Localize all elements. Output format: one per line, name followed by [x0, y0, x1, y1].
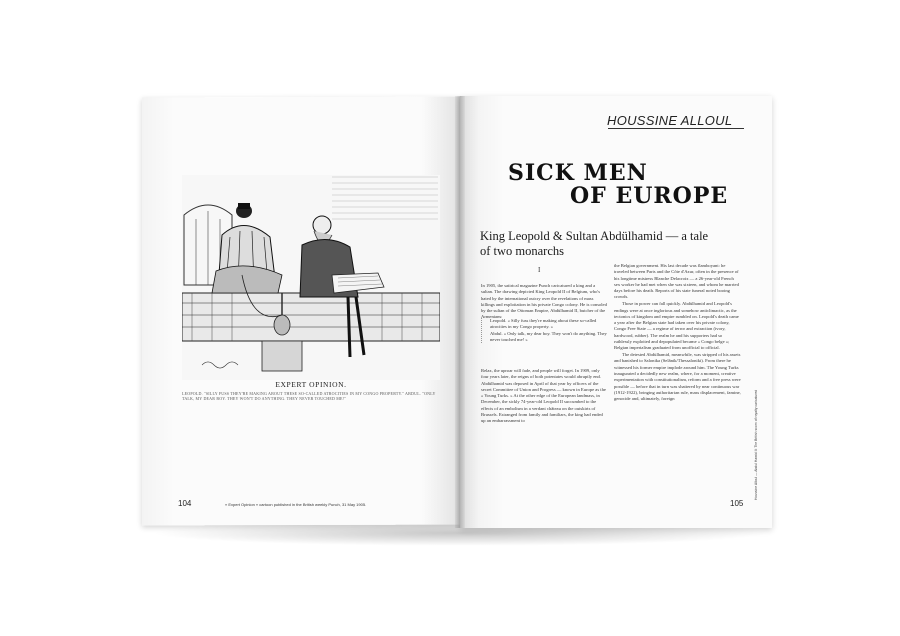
quote-leopold: Leopold. « Silly fuss they're making about these so-called atrocities in my Congo property. » [490, 318, 597, 330]
page-footnote: « Expert Opinion » cartoon published in the British weekly Punch, 31 May 1905. [225, 502, 367, 507]
cartoon-illustration [182, 175, 440, 380]
article-title-line-1: SICK MEN [508, 160, 648, 186]
page-number-left: 104 [178, 499, 192, 508]
book-gutter [455, 96, 465, 528]
quote-abdul: Abdul. « Only talk, my dear boy. They won't do anything. They never touched me! » [490, 330, 607, 342]
column-1-body: Relax, the uproar will fade, and people will forget. In 1909, only four years later, the reigns of both potentates would abruptly end. Abdülhamid was deposed in April of that year by officers of the secret Committee of Union and Progress — known in Europe as the « Young Turks. » At the other edge of the European landmass, in December, the sickly 74-year-old Leopold II succumbed to the effects of an embolism in a verdant château on the outskirts of Brussels. Estranged from family and familiars, the king had ended up an embarrassment to [481, 368, 606, 424]
article-title-line-2: OF EUROPE [570, 183, 729, 209]
quote-block [481, 318, 607, 343]
column-2-paragraph-3: The detested Abdülhamid, meanwhile, was stripped of his assets and banished to Salonika (Selânik/Thessaloniki). From there he witnessed his former empire implode around him. The Young Turks inaugurated a decidedly new realm, where, for a moment, creative experimentation with constitutionalism, reform and a free press were possible — before that in turn was shattered by near continuous war (1912-1922), bringing authoritarian rule, mass displacement, famine, genocide and, ultimately, foreign [614, 352, 741, 402]
section-numeral: I [538, 266, 541, 274]
page-number-right: 105 [730, 499, 744, 508]
side-credit: Houssine Alloul — Abdul Hamid II: The British scorn of royalty caricatured [754, 389, 758, 500]
author-underline [608, 128, 744, 129]
column-2-paragraph-1: the Belgian government. His last decade was flamboyant: he traveled between Paris and the Côte d'Azur, often in the presence of his longtime mistress Blanche Delacroix — a 26-year-old French sex worker he had met when she was sixteen, and whom he married days before his death. Reports of his state funeral noted booing crowds. [614, 263, 739, 300]
column-1-intro: In 1905, the satirical magazine Punch caricatured a king and a sultan. The drawing depicted King Leopold II of Belgium, who's hated by the international outcry over the revelations of mass killings and exploitation in his private Congo colony. He is consoled by the sultan of the Ottoman Empire, Abdülhamid II, butcher of the Armenians: [481, 283, 607, 320]
cartoon-title: EXPERT OPINION. [275, 380, 347, 389]
article-subtitle: King Leopold & Sultan Abdülhamid — a tale of two monarchs [480, 229, 709, 258]
column-2 [614, 263, 741, 403]
cartoon-caption: LEOPOLD. "SILLY FUSS THEY'RE MAKING ABOUT THESE SO-CALLED ATROCITIES IN MY CONGO PROPERTY." ABDUL. "ONLY TALK, MY DEAR BOY. THEY WON'T DO ANYTHING. THEY NEVER TOUCHED ME!" [182, 391, 436, 401]
column-2-paragraph-2: Those in power can fall quickly. Abdülhamid and Leopold's endings were at once inglorious and somehow anticlimactic, as the tectonics of kingdom and empire rumbled on. Leopold's death came a year after the Belgian state had taken over his private colony, Congo Free State — a regime of terror and extraction (ivory, hardwood, rubber). The realm he and his supporters had so ruthlessly exploited and depopulated became « Congo belge »; Belgian imperialism graduated from unofficial to official. [614, 301, 739, 351]
author-name: HOUSSINE ALLOUL [607, 113, 733, 128]
